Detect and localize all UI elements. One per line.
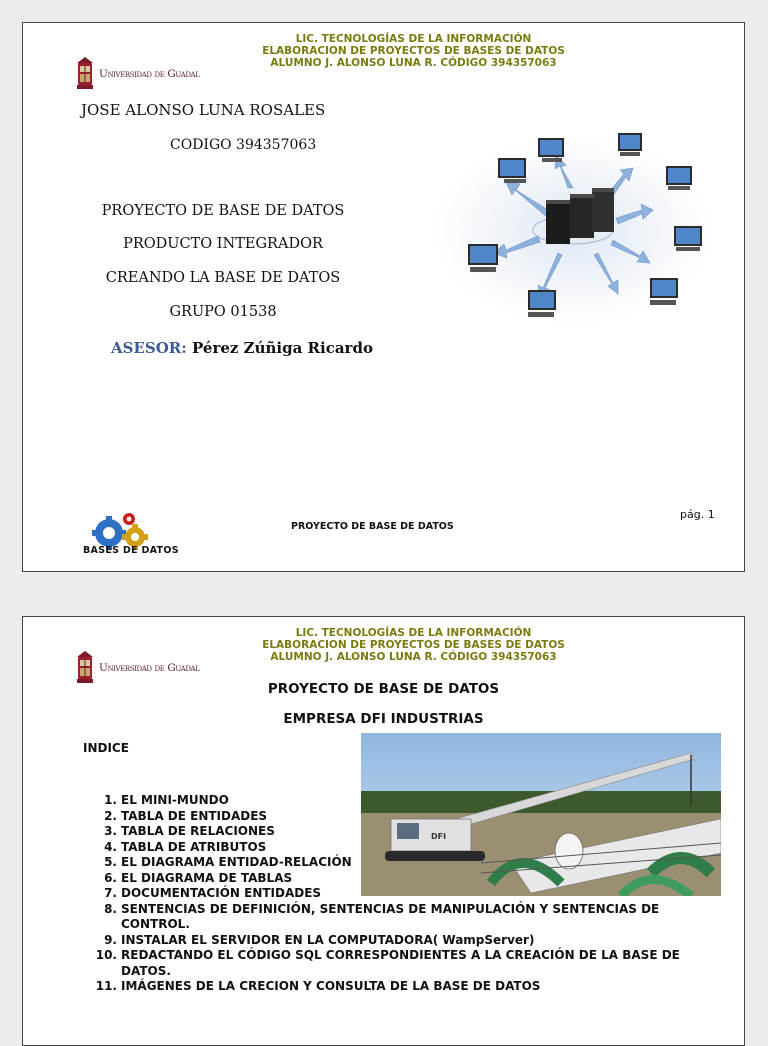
advisor <box>111 339 373 357</box>
index-heading: INDICE <box>83 741 129 755</box>
project-title: PROYECTO DE BASE DE DATOS <box>101 203 345 219</box>
toc-item: 7. DOCUMENTACIÓN ENTIDADES <box>104 886 322 900</box>
header-line-2: ELABORACION DE PROYECTOS DE BASES DE DATOS <box>262 639 565 651</box>
university-crest-icon <box>75 57 95 91</box>
project-subtitle: PRODUCTO INTEGRADOR <box>123 236 323 252</box>
page-title: PROYECTO DE BASE DE DATOS <box>267 681 500 697</box>
document-page-1 <box>22 22 745 572</box>
university-name: Universidad de Guadal <box>99 68 200 80</box>
advisor-name: Pérez Zúñiga Ricardo <box>192 339 373 357</box>
document-page-2 <box>22 616 745 1046</box>
company-subtitle: EMPRESA DFI INDUSTRIAS <box>283 711 484 727</box>
toc-item: 5. EL DIAGRAMA ENTIDAD-RELACIÓN <box>104 855 352 869</box>
toc-item: 2. TABLA DE ENTIDADES <box>104 808 268 823</box>
header-line-2: ELABORACION DE PROYECTOS DE BASES DE DATOS <box>262 45 565 57</box>
toc-item: 8. SENTENCIAS DE DEFINICIÓN, SENTENCIAS DE MANIPULACIÓN Y SENTENCIAS DE CONTROL. <box>104 901 660 931</box>
university-logo <box>75 651 199 685</box>
header-line-1: LIC. TECNOLOGÍAS DE LA INFORMACIÓN <box>295 627 532 639</box>
header-line-1: LIC. TECNOLOGÍAS DE LA INFORMACIÓN <box>295 33 532 45</box>
table-of-contents <box>90 793 710 995</box>
project-task: CREANDO LA BASE DE DATOS <box>105 270 341 286</box>
header-line-3: ALUMNO J. ALONSO LUNA R. CÓDIGO 394357063 <box>270 651 557 663</box>
university-name: Universidad de Guadal <box>99 662 200 674</box>
footer-logo-label: BASES DE DATOS <box>83 545 179 556</box>
page-number: pág. 1 <box>680 508 715 521</box>
toc-item: 4. TABLA DE ATRIBUTOS <box>104 839 267 854</box>
university-logo <box>75 57 199 91</box>
toc-item: 10. REDACTANDO EL CÓDIGO SQL CORRESPONDIENTES A LA CREACIÓN DE LA BASE DE DATOS. <box>95 948 680 978</box>
project-group: GRUPO 01538 <box>169 304 277 320</box>
advisor-label: ASESOR: <box>111 339 187 357</box>
toc-item: 6. EL DIAGRAMA DE TABLAS <box>104 870 293 885</box>
toc-item: 9. INSTALAR EL SERVIDOR EN LA COMPUTADORA( WampServer) <box>104 932 535 947</box>
student-code: CODIGO 394357063 <box>170 137 317 153</box>
footer-title: PROYECTO DE BASE DE DATOS <box>291 521 454 532</box>
toc-item: 3. TABLA DE RELACIONES <box>104 824 275 838</box>
network-server-illustration <box>428 118 718 333</box>
toc-item: 11. IMÁGENES DE LA CRECION Y CONSULTA DE LA BASE DE DATOS <box>95 979 541 993</box>
header-line-3: ALUMNO J. ALONSO LUNA R. CÓDIGO 394357063 <box>270 57 557 69</box>
crane-logo-text: DFI <box>431 832 447 841</box>
student-name: JOSE ALONSO LUNA ROSALES <box>81 101 326 119</box>
university-crest-icon <box>75 651 95 685</box>
toc-item: 1. EL MINI-MUNDO <box>104 793 229 807</box>
